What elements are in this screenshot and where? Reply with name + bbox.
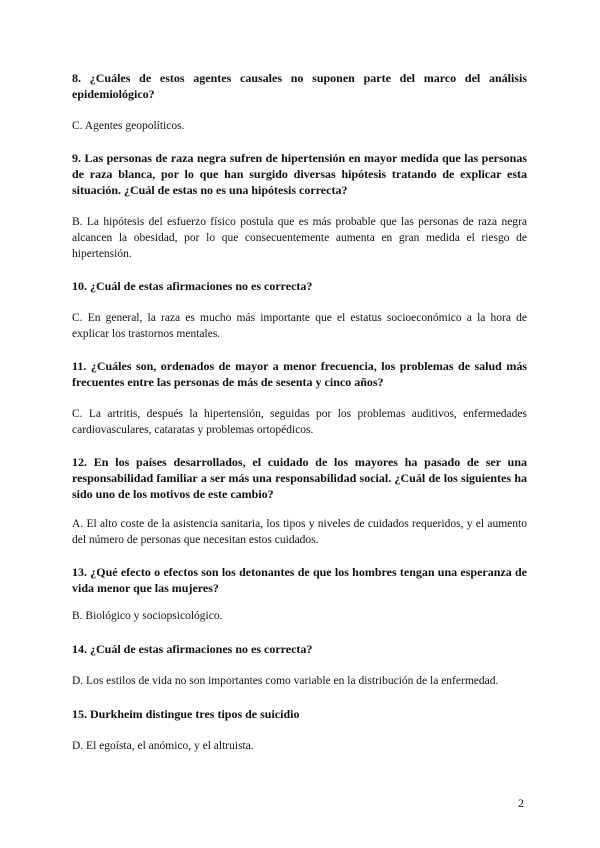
question-block-10 [72, 278, 527, 294]
answer-9: B. La hipótesis del esfuerzo físico postula que es más probable que las personas de raza negra alcancen la obesidad, por lo que consecuentemente aumenta en gran medida el riesgo de hipertensión. [72, 216, 527, 260]
page-number: 2 [518, 796, 524, 810]
answer-11: C. La artritis, después la hipertensión, seguidas por los problemas auditivos, enfermedades cardiovasculares, cataratas y problemas ortopédicos. [72, 408, 527, 436]
answer-14: D. Los estilos de vida no son importantes como variable en la distribución de la enfermedad. [72, 675, 499, 687]
answer-block-15 [72, 738, 527, 754]
question-11: 11. ¿Cuáles son, ordenados de mayor a menor frecuencia, los problemas de salud más frecuentes entre las personas de más de sesenta y cinco años? [72, 359, 527, 389]
question-12: 12. En los países desarrollados, el cuidado de los mayores ha pasado de ser una responsabilidad familiar a ser más una responsabilidad social. ¿Cuál de los siguientes ha sido uno de los motivos de este cambio? [72, 455, 527, 501]
answer-12: A. El alto coste de la asistencia sanitaria, los tipos y niveles de cuidados requeridos, y el aumento del número de personas que necesitan estos cuidados. [72, 518, 527, 546]
answer-10: C. En general, la raza es mucho más importante que el estatus socioeconómico a la hora de explicar los trastornos mentales. [72, 312, 527, 340]
question-10: 10. ¿Cuál de estas afirmaciones no es correcta? [72, 279, 313, 293]
answer-15: D. El egoísta, el anómico, y el altruista. [72, 740, 254, 752]
answer-8: C. Agentes geopolíticos. [72, 120, 185, 132]
question-8: 8. ¿Cuáles de estos agentes causales no suponen parte del marco del análisis epidemiológico? [72, 71, 527, 101]
answer-block-8 [72, 118, 527, 134]
answer-block-9 [72, 214, 527, 262]
answer-block-10 [72, 310, 527, 342]
answer-block-11 [72, 406, 527, 438]
question-block-11 [72, 358, 527, 390]
answer-block-14 [72, 673, 527, 689]
question-block-13 [72, 564, 527, 596]
answer-block-12 [72, 516, 527, 548]
question-14: 14. ¿Cuál de estas afirmaciones no es correcta? [72, 642, 313, 656]
question-13: 13. ¿Qué efecto o efectos son los detonantes de que los hombres tengan una esperanza de vida menor que las mujeres? [72, 565, 527, 595]
question-block-14 [72, 641, 527, 657]
question-15: 15. Durkheim distingue tres tipos de suicidio [72, 707, 300, 721]
question-block-15 [72, 706, 527, 722]
question-block-9 [72, 150, 527, 198]
question-block-12 [72, 454, 527, 502]
question-9: 9. Las personas de raza negra sufren de hipertensión en mayor medida que las personas de raza blanca, por lo que han surgido diversas hipótesis tratando de explicar esta situación. ¿Cuál de estas no es una hipótesis correcta? [72, 151, 527, 197]
answer-13: B. Biológico y sociopsicológico. [72, 610, 223, 622]
answer-block-13 [72, 608, 527, 624]
question-block-8 [72, 70, 527, 102]
